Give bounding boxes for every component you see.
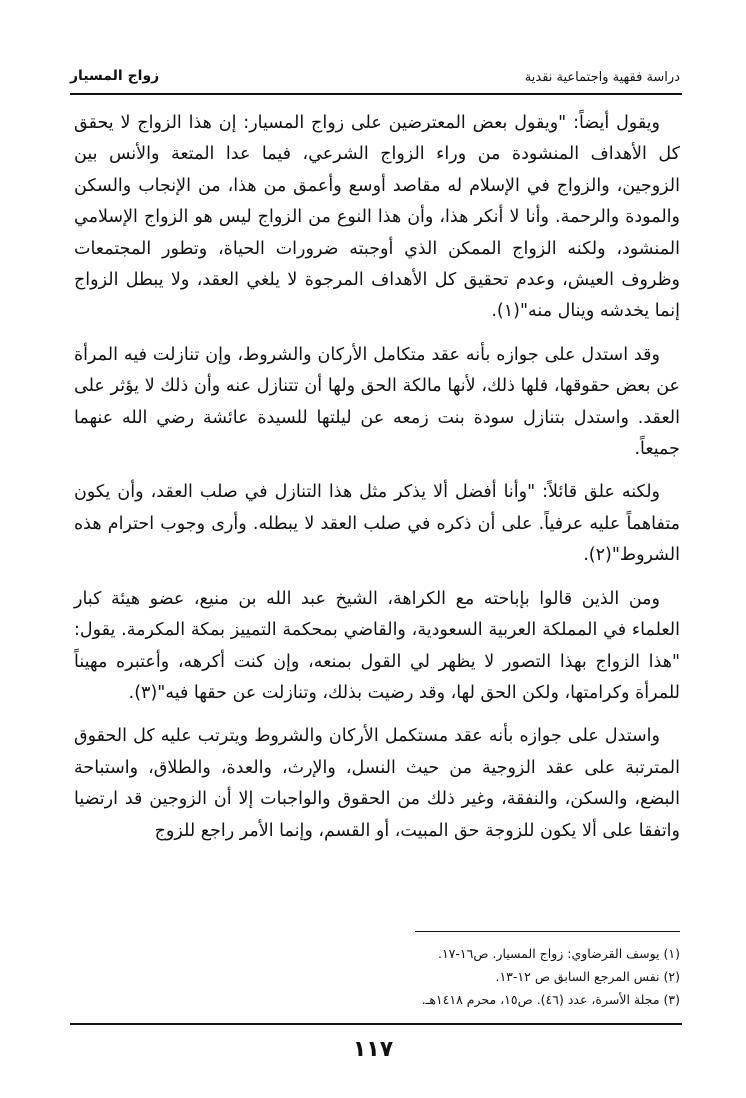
paragraph: واستدل على جوازه بأنه عقد مستكمل الأركان والشروط ويترتب عليه كل الحقوق المترتبة على عقد الزوجية من حيث النسل، والإرث، والعدة، والطلاق، واستباحة البضع، والسكن، والنفقة، وغير ذلك من الحقوق والواجبات إلا أن الزوجين قد ارتضيا واتفقا على ألا يكون للزوجة حق المبيت، أو القسم، وإنما الأمر راجع للزوج [74,726,680,841]
footnote: (٣) مجلة الأسرة، عدد (٤٦). ص١٥، محرم ١٤١٨هـ. [421,992,680,1007]
page-number: ١١٧ [352,1037,394,1062]
header-rule [70,93,682,95]
paragraph: وقد استدل على جوازه بأنه عقد متكامل الأركان والشروط، وإن تنازلت فيه المرأة عن بعض حقوقها، فلها ذلك، لأنها مالكة الحق ولها أن تتنازل عنه وأن ذلك لا يؤثر على العقد. واستدل بتنازل سودة بنت زمعه عن ليلتها للسيدة عائشة رضي الله عنهما جميعاً. [74,344,680,460]
header-subtitle: دراسة فقهية واجتماعية نقدية [524,70,680,85]
paragraph: ولكنه علق قائلاً: "وأنا أفضل ألا يذكر مثل هذا التنازل في صلب العقد، وأن يكون متفاهماً عليه عرفياً. على أن ذكره في صلب العقد لا يبطله. وأرى وجوب احترام هذه الشروط"(٢). [74,482,680,566]
footer-rule [70,1023,682,1025]
header-book-title: زواج المسيار [70,68,160,84]
running-header [70,68,680,90]
main-text [74,108,680,859]
paragraph: ويقول أيضاً: "ويقول بعض المعترضين على زواج المسيار: إن هذا الزواج لا يحقق كل الأهداف المنشودة من وراء الزواج الشرعي، فيما عدا المتعة والأنس بين الزوجين، والزواج في الإسلام له مقاصد أوسع وأعمق من هذا، من الإنجاب والسكن والمودة والرحمة. وأنا لا أنكر هذا، وأن هذا النوع من الزواج ليس هو الزواج الإسلامي المنشود، ولكنه الزواج الممكن الذي أوجبته ضرورات الحياة، وتطور المجتمعات وظروف العيش، وعدم تحقيق كل الأهداف المرجوة لا يلغي العقد، ولا يبطل الزواج إنما يخدشه وينال منه"(١). [74,113,680,322]
footnotes [270,942,680,1011]
footnote-separator [415,931,680,932]
footnote: (١) يوسف القرضاوي: زواج المسيار. ص١٦-١٧. [437,946,680,961]
footnote: (٢) نفس المرجع السابق ص ١٢-١٣. [495,969,680,984]
paragraph: ومن الذين قالوا بإباحته مع الكراهة، الشيخ عبد الله بن منيع، عضو هيئة كبار العلماء في المملكة العربية السعودية، والقاضي بمحكمة التمييز بمكة المكرمة. يقول: "هذا الزواج بهذا التصور لا يظهر لي القول بمنعه، وإن كنت أكرهه، وأعتبره مهيناً للمرأة وكرامتها، ولكن الحق لها، وقد رضيت بذلك، وتنازلت عن حقها فيه"(٣). [74,588,680,703]
